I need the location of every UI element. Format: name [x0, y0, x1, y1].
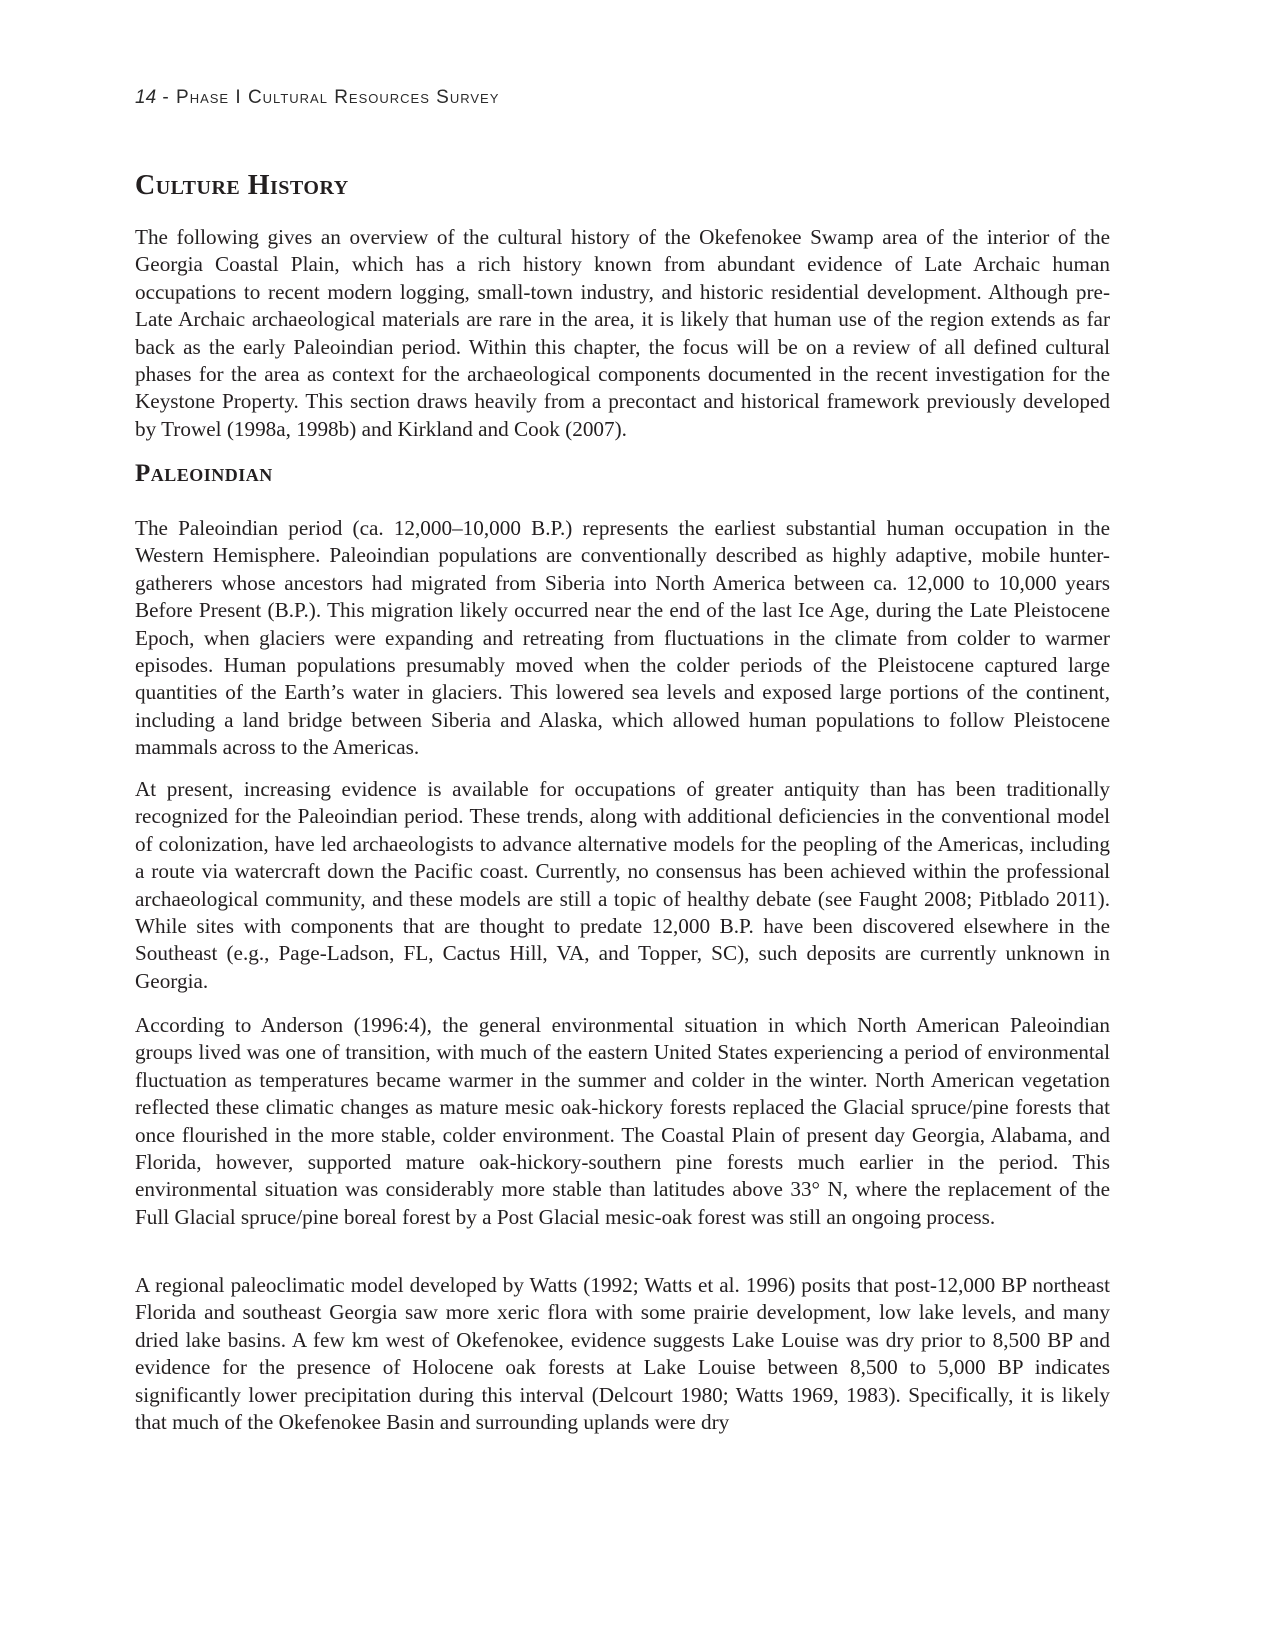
page-number: 14	[135, 87, 157, 108]
report-title: Phase I Cultural Resources Survey	[176, 87, 500, 108]
body-paragraph-4: A regional paleoclimatic model developed by Watts (1992; Watts et al. 1996) posits that post-12,000 BP northeast Florida and southeast Georgia saw more xeric flora with some prairie development, low lake levels, and many dried lake basins. A few km west of Okefenokee, evidence suggests Lake Louise was dry prior to 8,500 BP and evidence for the presence of Holocene oak forests at Lake Louise between 8,500 to 5,000 BP indicates significantly lower precipitation during this interval (Delcourt 1980; Watts 1969, 1983). Specifically, it is likely that much of the Okefenokee Basin and surrounding uplands were dry	[135, 1273, 1110, 1435]
header-separator: -	[156, 87, 177, 108]
running-header	[135, 87, 499, 109]
subsection-title: Paleoindian	[135, 460, 273, 487]
intro-paragraph: The following gives an overview of the cultural history of the Okefenokee Swamp area of the interior of the Georgia Coastal Plain, which has a rich history known from abundant evidence of Late Archaic human occupations to recent modern logging, small-town industry, and historic residential development. Although pre-Late Archaic archaeological materials are rare in the area, it is likely that human use of the region extends as far back as the early Paleoindian period. Within this chapter, the focus will be on a review of all defined cultural phases for the area as context for the archaeological components documented in the recent investigation for the Keystone Property. This section draws heavily from a precontact and historical framework previously developed by Trowel (1998a, 1998b) and Kirkland and Cook (2007).	[135, 225, 1110, 441]
body-paragraph-2: At present, increasing evidence is available for occupations of greater antiquity than has been traditionally recognized for the Paleoindian period. These trends, along with additional deficiencies in the conventional model of colonization, have led archaeologists to advance alternative models for the peopling of the Americas, including a route via watercraft down the Pacific coast. Currently, no consensus has been achieved within the professional archaeological community, and these models are still a topic of healthy debate (see Faught 2008; Pitblado 2011). While sites with components that are thought to predate 12,000 B.P. have been discovered elsewhere in the Southeast (e.g., Page-Ladson, FL, Cactus Hill, VA, and Topper, SC), such deposits are currently unknown in Georgia.	[135, 777, 1110, 993]
section-title: Culture History	[135, 170, 349, 201]
body-paragraph-1: The Paleoindian period (ca. 12,000–10,000 B.P.) represents the earliest substantial human occupation in the Western Hemisphere. Paleoindian populations are conventionally described as highly adaptive, mobile hunter-gatherers whose ancestors had migrated from Siberia into North America between ca. 12,000 to 10,000 years Before Present (B.P.). This migration likely occurred near the end of the last Ice Age, during the Late Pleistocene Epoch, when glaciers were expanding and retreating from fluctuations in the climate from colder to warmer episodes. Human populations presumably moved when the colder periods of the Pleistocene captured large quantities of the Earth’s water in glaciers. This lowered sea levels and exposed large portions of the continent, including a land bridge between Siberia and Alaska, which allowed human populations to follow Pleistocene mammals across to the Americas.	[135, 516, 1110, 760]
body-paragraph-3: According to Anderson (1996:4), the general environmental situation in which North American Paleoindian groups lived was one of transition, with much of the eastern United States experiencing a period of environmental fluctuation as temperatures became warmer in the summer and colder in the winter. North American vegetation reflected these climatic changes as mature mesic oak-hickory forests replaced the Glacial spruce/pine forests that once flourished in the more stable, colder environment. The Coastal Plain of present day Georgia, Alabama, and Florida, however, supported mature oak-hickory-southern pine forests much earlier in the period. This environmental situation was considerably more stable than latitudes above 33° N, where the replacement of the Full Glacial spruce/pine boreal forest by a Post Glacial mesic-oak forest was still an ongoing process.	[135, 1013, 1110, 1229]
